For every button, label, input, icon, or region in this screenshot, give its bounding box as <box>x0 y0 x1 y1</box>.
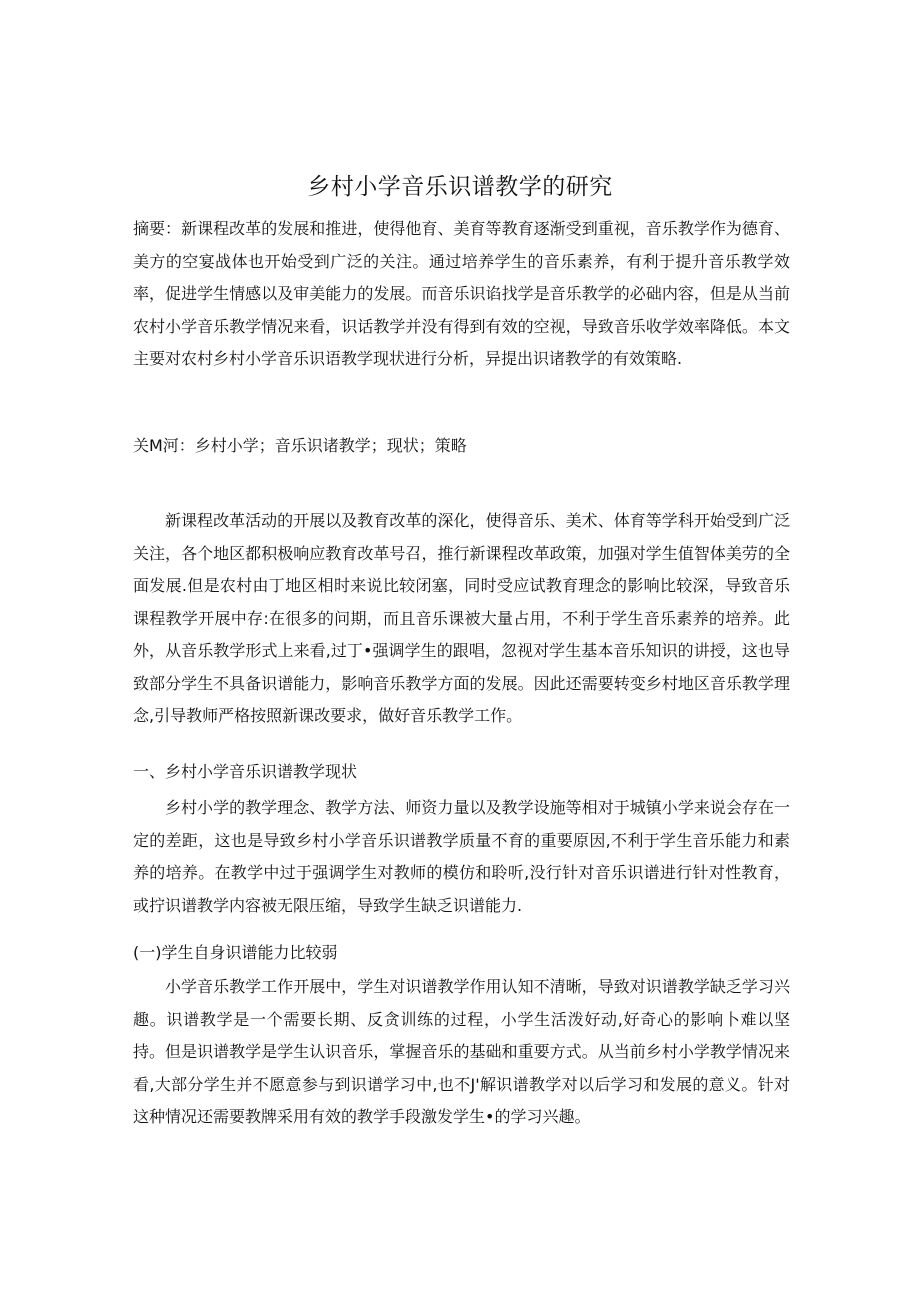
intro-paragraph: 新课程改革活动的开展以及教育改革的深化，使得音乐、美术、体育等学科开始受到广泛关注，各个地区都积极响应教育改革号召，推行新课程改革政策，加强对学生值智体美劳的全面发展.但是农村由丁地区相时来说比较闭塞，同时受应试教育理念的影响比较深，导致音乐课程教学开展中存:在很多的问期，而且音乐课被大量占用，不利于学生音乐素养的培养。此外，从音乐教学形式上来看,过丁•强调学生的跟唱，忽视对学生基本音乐知识的讲授，这也导致部分学生不具备识谱能力，影响音乐教学方面的发展。因此还需要转变乡村地区音乐教学理念,引导教师严格按照新课改要求，做好音乐教学工作。 <box>133 511 790 725</box>
abstract-paragraph: 摘要：新课程改革的发展和推进，使得他育、美育等教育逐渐受到重视，音乐教学作为德育、美方的空宴战体也开始受到广泛的关注。通过培养学生的音乐素养，有利于提升音乐教学效率，促进学生情感以及审美能力的发展。而音乐识谄找学是音乐教学的必础内容，但是从当前农村小学音乐教学情况来看，识话教学并没有得到有效的空视，导致音乐收学效率降低。本文主要对农村乡村小学音乐识语教学现状进行分析，异提出识诸教学的有效策略. <box>133 219 790 368</box>
subsection-1-paragraph: 小学音乐教学工作开展中，学生对识谱教学作用认知不清晰，导致对识谱教学缺乏学习兴趣。识谱教学是一个需要长期、反贪训练的过程，小学生活泼好动,好奇心的影响卜难以坚持。但是识谱教学是学生认识音乐，掌握音乐的基础和重要方式。从当前乡村小学教学情况来看,大部分学生并不愿意参与到识谱学习中,也不J'解识谱教学对以后学习和发展的意义。针对这种情况还需要教牌采用有效的教学手段激发学生•的学习兴趣。 <box>133 977 790 1126</box>
subsection-heading-1: (一)学生自身识谱能力比较弱 <box>133 943 338 962</box>
section-heading-1: 一、乡村小学音乐识谱教学现状 <box>133 762 358 781</box>
keywords-line: 关M河：乡村小学；音乐识诸教学；现状；策略 <box>133 436 467 455</box>
section-1-paragraph: 乡村小学的教学理念、教学方法、师资力量以及教学设施等相对于城镇小学来说会存在一定的差距，这也是导致乡村小学音乐识谱教学质量不育的重要原因,不利于学生音乐能力和素养的培养。在教学中过于强调学生对教师的模仿和聆听,没行针对音乐识谱进行针对性教育，或拧识谱教学内容被无限压缩，导致学生缺乏识谱能力. <box>133 798 790 915</box>
document-title: 乡村小学音乐识谱教学的研究 <box>307 174 613 200</box>
